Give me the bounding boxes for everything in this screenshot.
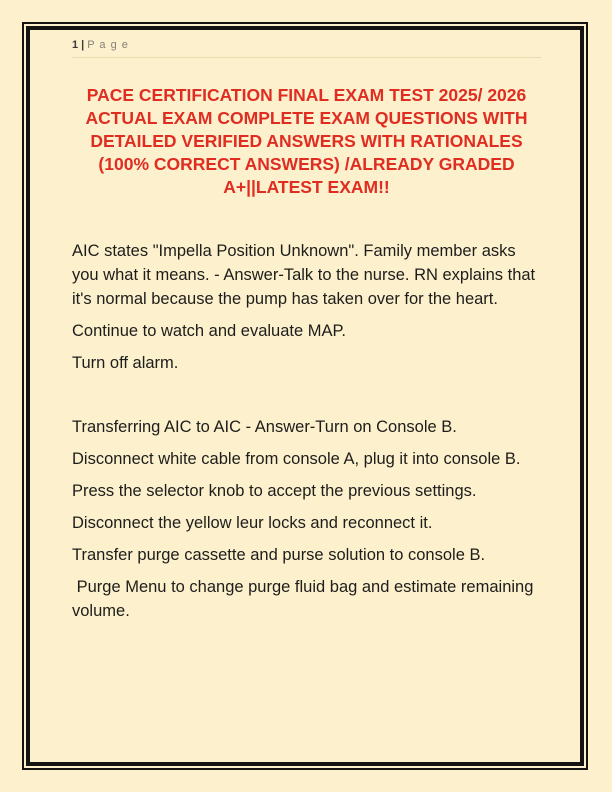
document-body [72,239,541,623]
paragraph-blank [72,383,541,407]
title-line: DETAILED VERIFIED ANSWERS WITH RATIONALES [90,131,523,151]
title-line: A+||LATEST EXAM!! [223,177,390,197]
page-header [72,38,541,58]
title-line: ACTUAL EXAM COMPLETE EXAM QUESTIONS WITH [85,108,528,128]
title-line: (100% CORRECT ANSWERS) /ALREADY GRADED [98,154,515,174]
page-content [30,30,580,762]
paragraph: Continue to watch and evaluate MAP. [72,322,346,340]
page-number-separator: | [81,39,85,51]
paragraph: Turn off alarm. [72,354,179,372]
paragraph: Transferring AIC to AIC - Answer-Turn on Console B. [72,418,457,436]
paragraph: Press the selector knob to accept the previous settings. [72,482,477,500]
page-border-outer [22,22,588,770]
page-label: P a g e [87,39,129,51]
title-line: PACE CERTIFICATION FINAL EXAM TEST 2025/ 2026 [86,85,527,105]
paragraph: Purge Menu to change purge fluid bag and estimate remaining volume. [72,578,538,620]
paragraph: AIC states "Impella Position Unknown". Family member asks you what it means. - Answer-Talk to the nurse. RN explains that it's normal because the pump has taken over for the heart. [72,242,540,308]
paragraph: Disconnect the yellow leur locks and reconnect it. [72,514,433,532]
paragraph: Disconnect white cable from console A, plug it into console B. [72,450,521,468]
page-border-inner [26,26,584,766]
paragraph: Transfer purge cassette and purse solution to console B. [72,546,486,564]
page-number: 1 [72,39,79,51]
document-title [72,84,541,199]
